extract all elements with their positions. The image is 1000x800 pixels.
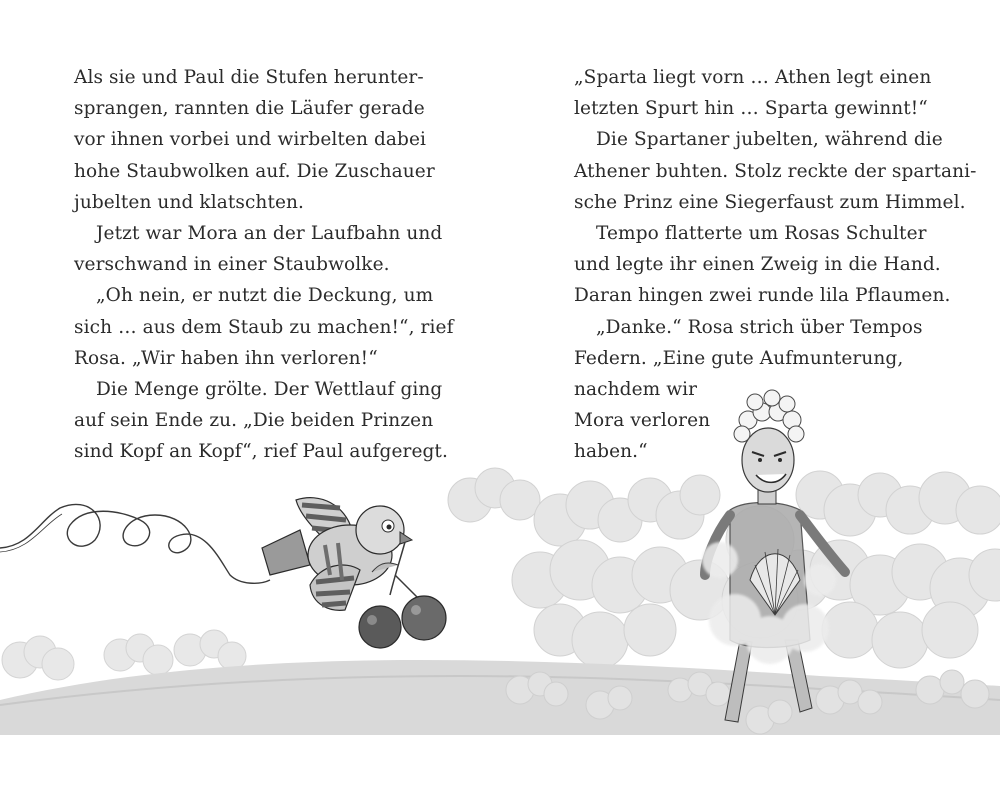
text-line: Die Spartaner jubelten, während die [596,129,943,151]
text-line: „Danke.“ Rosa strich über Tempos [596,316,923,338]
text-line: Athener buhten. Stolz reckte der spartani- [574,160,977,182]
text-line: Daran hingen zwei runde lila Pflaumen. [574,285,951,307]
text-line: Federn. „Eine gute Aufmunterung, [574,347,904,369]
text-line: Jetzt war Mora an der Laufbahn und [96,223,443,245]
text-line: vor ihnen vorbei und wirbelten dabei [74,129,427,151]
flight-trail [0,504,270,583]
text-line: Tempo flatterte um Rosas Schulter [596,223,927,245]
text-line: und legte ihr einen Zweig in die Hand. [574,254,941,276]
paragraph [74,62,435,218]
bird-tempo [262,498,446,648]
text-line: letzten Spurt hin … Sparta gewinnt!“ [574,98,928,120]
paragraph [574,312,924,468]
text-line: sprangen, rannten die Läufer gerade [74,98,425,120]
plum-1 [359,606,401,648]
text-line: sind Kopf an Kopf“, rief Paul aufgeregt. [74,441,448,463]
right-page-text [574,62,977,468]
text-line: nachdem wir [574,379,698,401]
paragraph [574,218,951,312]
paragraph [74,374,448,468]
text-line: „Sparta liegt vorn … Athen legt einen [574,67,932,88]
paragraph [574,124,977,218]
text-line: auf sein Ende zu. „Die beiden Prinzen [74,410,434,432]
paragraph [74,218,443,280]
text-line: Mora verloren [574,410,711,432]
text-line: hohe Staubwolken auf. Die Zuschauer [74,160,435,182]
text-line: verschwand in einer Staubwolke. [74,254,390,276]
text-line: Als sie und Paul die Stufen herunter- [74,67,424,88]
text-line: jubelten und klatschten. [74,191,305,213]
text-line: haben.“ [574,441,648,463]
text-line: Die Menge grölte. Der Wettlauf ging [96,379,443,401]
text-line: Rosa. „Wir haben ihn verloren!“ [74,347,378,369]
left-page-text [74,62,454,468]
paragraph [74,280,454,374]
text-line: sche Prinz eine Siegerfaust zum Himmel. [574,191,966,213]
paragraph [574,62,932,124]
text-line: „Oh nein, er nutzt die Deckung, um [96,285,434,307]
text-line: sich … aus dem Staub zu machen!“, rief [74,316,454,338]
plum-2 [402,596,446,640]
